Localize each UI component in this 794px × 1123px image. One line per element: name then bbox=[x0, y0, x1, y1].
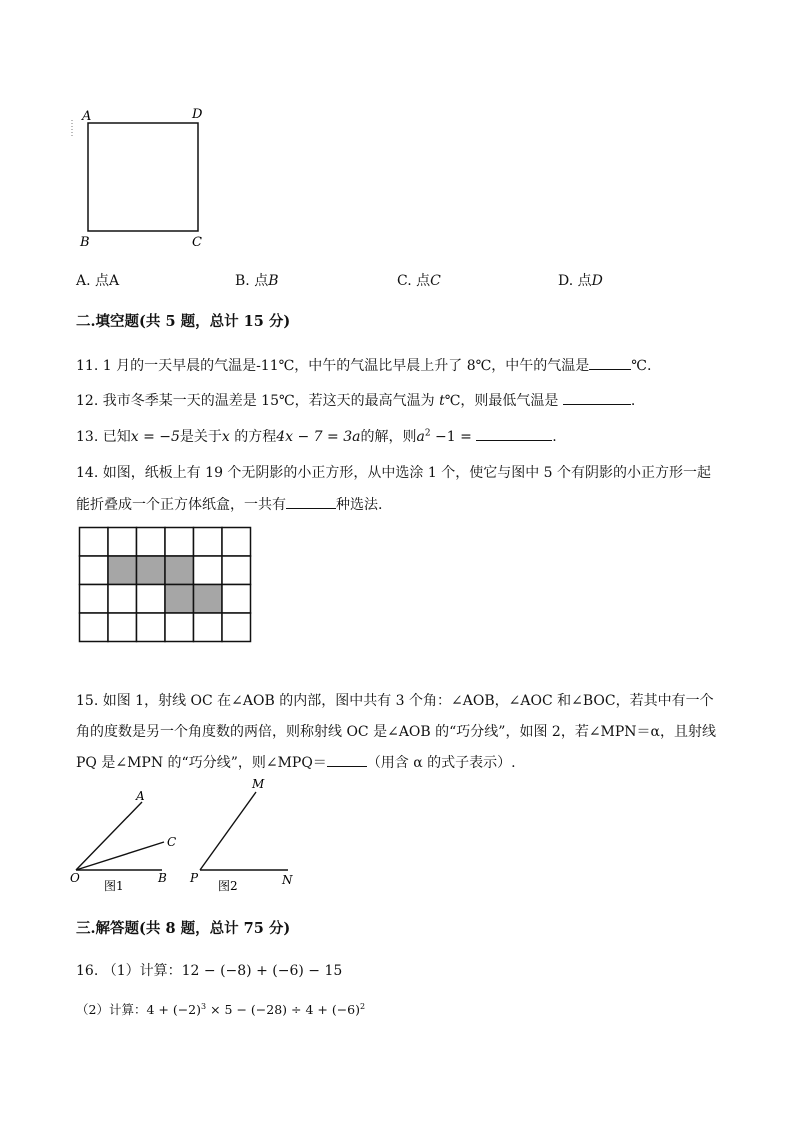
q12-answer-blank[interactable] bbox=[563, 390, 631, 405]
q13-equation-2: 4x − 7 = 3a bbox=[276, 429, 361, 445]
q16-part2-label: （2）计算： bbox=[76, 1002, 147, 1017]
fig1-label-a: A bbox=[136, 789, 145, 803]
figure-2 bbox=[189, 777, 293, 893]
question-13 bbox=[76, 426, 557, 446]
q13-expr-exp: 2 bbox=[424, 428, 431, 439]
q12-var-t: t bbox=[439, 393, 445, 409]
question-14-line2 bbox=[76, 494, 382, 514]
grid-cell bbox=[222, 528, 251, 557]
q13-text-after: . bbox=[552, 429, 557, 445]
grid-cell bbox=[108, 528, 137, 557]
q16-part2-expr-b: × 5 − (−28) ÷ 4 + (−6) bbox=[206, 1002, 361, 1017]
option-b bbox=[235, 270, 279, 290]
question-11 bbox=[76, 355, 651, 375]
q14-text-after: 种选法. bbox=[336, 497, 383, 513]
q13-expr-base: a bbox=[416, 429, 425, 445]
q13-text-4: 的解，则 bbox=[360, 429, 417, 445]
grid-cell-shaded bbox=[108, 556, 137, 585]
q16-part1-expr: 12 − (−8) + (−6) − 15 bbox=[181, 963, 343, 979]
question-12 bbox=[76, 390, 635, 410]
option-c-point: C bbox=[430, 273, 441, 289]
fig1-label-c: C bbox=[167, 835, 177, 849]
fig2-label-n: N bbox=[282, 873, 293, 887]
option-a bbox=[76, 270, 119, 290]
grid-cell bbox=[108, 613, 137, 642]
angle-figures bbox=[66, 776, 306, 898]
question-15-line2: 角的度数是另一个角度数的两倍，则称射线 OC 是∠AOB 的“巧分线”，如图 2，若∠MPN＝α，且射线 bbox=[76, 724, 717, 740]
grid-cell-shaded bbox=[137, 556, 166, 585]
label-b: B bbox=[80, 235, 90, 250]
q15-answer-blank[interactable] bbox=[327, 752, 367, 767]
q11-answer-blank[interactable] bbox=[589, 355, 631, 370]
q13-text-3: 的方程 bbox=[229, 429, 277, 445]
fig1-caption: 图1 bbox=[104, 879, 124, 893]
q15-text-after: （用含 α 的式子表示）. bbox=[366, 755, 516, 771]
option-b-point: B bbox=[268, 273, 279, 289]
figure-1 bbox=[70, 789, 176, 893]
section2-heading: 二.填空题(共 5 题，总计 15 分) bbox=[76, 313, 291, 330]
q15-text: PQ 是∠MPN 的“巧分线”，则∠MPQ＝ bbox=[76, 755, 327, 771]
option-b-prefix: B. 点 bbox=[235, 273, 269, 289]
grid-cell bbox=[80, 613, 109, 642]
q13-text-2: 是关于 bbox=[179, 429, 222, 445]
q13-answer-blank[interactable] bbox=[476, 426, 552, 441]
grid-cell bbox=[222, 585, 251, 614]
label-c: C bbox=[192, 235, 202, 250]
option-a-prefix: A. 点 bbox=[76, 273, 110, 289]
square-figure bbox=[64, 100, 224, 260]
fig1-label-b: B bbox=[158, 871, 167, 885]
q11-text: 11. 1 月的一天早晨的气温是-11℃，中午的气温比早晨上升了 8℃，中午的气温是 bbox=[76, 358, 590, 374]
q16-part2-exp2: 2 bbox=[360, 1001, 366, 1011]
grid-cell bbox=[80, 585, 109, 614]
q12-text-after: . bbox=[630, 393, 636, 409]
q14-grid-figure bbox=[78, 526, 254, 644]
grid-cell bbox=[222, 556, 251, 585]
grid-cell-shaded bbox=[194, 585, 223, 614]
q16-part2-expr-a: 4 + (−2) bbox=[146, 1002, 202, 1017]
option-c bbox=[397, 270, 441, 290]
q13-expr-rest: −1 = bbox=[430, 429, 477, 445]
grid-cell bbox=[80, 556, 109, 585]
grid-cell bbox=[80, 528, 109, 557]
grid-cell bbox=[222, 613, 251, 642]
question-16-part2 bbox=[76, 1000, 365, 1018]
ray-pm bbox=[200, 792, 256, 870]
grid-cell bbox=[137, 528, 166, 557]
question-14-line1: 14. 如图，纸板上有 19 个无阴影的小正方形，从中选涂 1 个，使它与图中 5 个有阴影的小正方形一起 bbox=[76, 465, 712, 481]
q14-text: 能折叠成一个正方体纸盒，一共有 bbox=[76, 497, 286, 513]
grid-cell bbox=[165, 528, 194, 557]
q16-part1-label: 16. （1）计算： bbox=[76, 963, 182, 979]
q16-part2-exp1: 3 bbox=[201, 1001, 207, 1011]
fig2-label-p: P bbox=[190, 871, 199, 885]
square-abcd bbox=[88, 123, 198, 231]
question-16-part1 bbox=[76, 960, 342, 980]
q13-var-x: x bbox=[221, 429, 230, 445]
q11-text-after: ℃. bbox=[631, 358, 652, 374]
option-c-prefix: C. 点 bbox=[397, 273, 431, 289]
q13-text-1: 13. 已知 bbox=[76, 429, 131, 445]
label-a: A bbox=[82, 109, 92, 124]
fig2-caption: 图2 bbox=[218, 879, 238, 893]
grid-cell bbox=[137, 613, 166, 642]
q12-text-mid: ℃，则最低气温是 bbox=[444, 393, 563, 409]
question-15-line3 bbox=[76, 752, 516, 772]
option-d-prefix: D. 点 bbox=[558, 273, 592, 289]
q14-answer-blank[interactable] bbox=[286, 494, 336, 509]
grid-cell-shaded bbox=[165, 585, 194, 614]
grid-cell bbox=[137, 585, 166, 614]
grid-cell bbox=[194, 528, 223, 557]
section3-heading: 三.解答题(共 8 题，总计 75 分) bbox=[76, 920, 291, 937]
fig2-label-m: M bbox=[252, 777, 265, 791]
grid-cell-shaded bbox=[165, 556, 194, 585]
grid-cell bbox=[108, 585, 137, 614]
grid-cell bbox=[194, 556, 223, 585]
option-d bbox=[558, 270, 603, 290]
question-15-line1: 15. 如图 1，射线 OC 在∠AOB 的内部，图中共有 3 个角：∠AOB，∠AOC 和∠BOC，若其中有一个 bbox=[76, 693, 714, 709]
option-d-point: D bbox=[591, 273, 603, 289]
grid-cell bbox=[165, 613, 194, 642]
option-a-point: A bbox=[109, 273, 120, 289]
q12-text: 12. 我市冬季某一天的温差是 15℃，若这天的最高气温为 bbox=[76, 393, 440, 409]
grid-cell bbox=[194, 613, 223, 642]
q13-equation-1: x = −5 bbox=[130, 429, 180, 445]
label-d: D bbox=[192, 107, 203, 122]
fig1-label-o: O bbox=[70, 871, 80, 885]
